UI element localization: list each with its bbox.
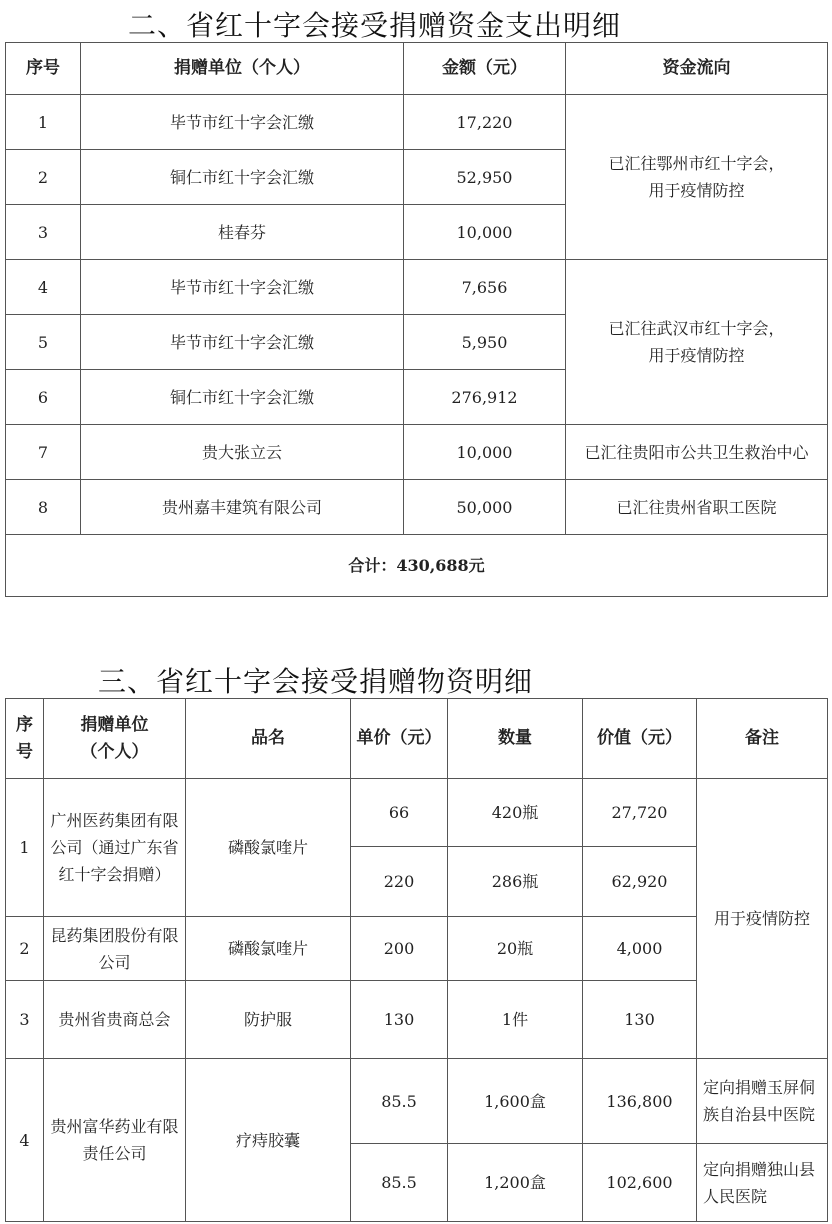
row-value: 102,600 bbox=[583, 1144, 697, 1222]
row-qty: 420瓶 bbox=[448, 779, 583, 847]
table-row bbox=[6, 260, 828, 315]
row-unit-price: 85.5 bbox=[351, 1059, 448, 1144]
row-donor: 贵州嘉丰建筑有限公司 bbox=[81, 480, 404, 535]
flow-cell-group2 bbox=[566, 260, 828, 425]
row-donor: 铜仁市红十字会汇缴 bbox=[81, 150, 404, 205]
row-donor: 毕节市红十字会汇缴 bbox=[81, 95, 404, 150]
row-amount: 52,950 bbox=[404, 150, 566, 205]
row-no: 7 bbox=[6, 425, 81, 480]
col-header-unit-price: 单价（元） bbox=[351, 699, 448, 779]
flow-text: 用于疫情防控 bbox=[648, 181, 745, 200]
row-value: 27,720 bbox=[583, 779, 697, 847]
row-donor: 贵州富华药业有限责任公司 bbox=[44, 1059, 186, 1222]
row-item: 磷酸氯喹片 bbox=[186, 779, 351, 917]
col-header-item: 品名 bbox=[186, 699, 351, 779]
row-qty: 1件 bbox=[448, 981, 583, 1059]
remark-cell-group: 用于疫情防控 bbox=[697, 779, 828, 1059]
table-row bbox=[6, 425, 828, 480]
flow-cell: 已汇往贵阳市公共卫生救治中心 bbox=[566, 425, 828, 480]
row-donor: 毕节市红十字会汇缴 bbox=[81, 260, 404, 315]
row-qty: 20瓶 bbox=[448, 917, 583, 981]
col-header-remark: 备注 bbox=[697, 699, 828, 779]
row-amount: 10,000 bbox=[404, 425, 566, 480]
table-row bbox=[6, 95, 828, 150]
section3-title: 三、省红十字会接受捐赠物资明细 bbox=[98, 665, 534, 698]
row-no: 3 bbox=[6, 205, 81, 260]
col-header-donor: 捐赠单位（个人） bbox=[81, 43, 404, 95]
col-header-donor: 捐赠单位 （个人） bbox=[44, 699, 186, 779]
row-amount: 7,656 bbox=[404, 260, 566, 315]
row-no: 1 bbox=[6, 779, 44, 917]
row-no: 3 bbox=[6, 981, 44, 1059]
col-header-amount: 金额（元） bbox=[404, 43, 566, 95]
row-unit-price: 66 bbox=[351, 779, 448, 847]
row-amount: 17,220 bbox=[404, 95, 566, 150]
row-no: 4 bbox=[6, 260, 81, 315]
row-donor: 贵大张立云 bbox=[81, 425, 404, 480]
col-header-flow: 资金流向 bbox=[566, 43, 828, 95]
flow-text: 用于疫情防控 bbox=[648, 346, 745, 365]
row-unit-price: 220 bbox=[351, 847, 448, 917]
row-qty: 286瓶 bbox=[448, 847, 583, 917]
row-unit-price: 85.5 bbox=[351, 1144, 448, 1222]
table-row bbox=[6, 779, 828, 847]
row-donor: 贵州省贵商总会 bbox=[44, 981, 186, 1059]
row-amount: 10,000 bbox=[404, 205, 566, 260]
row-item: 磷酸氯喹片 bbox=[186, 917, 351, 981]
row-no: 2 bbox=[6, 150, 81, 205]
table-header-row bbox=[6, 699, 828, 779]
row-qty: 1,200盒 bbox=[448, 1144, 583, 1222]
row-donor: 桂春芬 bbox=[81, 205, 404, 260]
table-row bbox=[6, 480, 828, 535]
row-donor: 昆药集团股份有限公司 bbox=[44, 917, 186, 981]
table-row bbox=[6, 1059, 828, 1144]
row-donor: 广州医药集团有限公司（通过广东省红十字会捐赠） bbox=[44, 779, 186, 917]
col-header-no: 序 号 bbox=[6, 699, 44, 779]
row-remark: 定向捐赠独山县人民医院 bbox=[697, 1144, 828, 1222]
row-amount: 276,912 bbox=[404, 370, 566, 425]
material-donation-table bbox=[5, 698, 828, 1222]
row-value: 136,800 bbox=[583, 1059, 697, 1144]
row-donor: 铜仁市红十字会汇缴 bbox=[81, 370, 404, 425]
row-no: 8 bbox=[6, 480, 81, 535]
col-header-no: 序号 bbox=[6, 43, 81, 95]
section2-title: 二、省红十字会接受捐赠资金支出明细 bbox=[128, 9, 622, 42]
flow-cell-group1 bbox=[566, 95, 828, 260]
row-no: 4 bbox=[6, 1059, 44, 1222]
row-value: 62,920 bbox=[583, 847, 697, 917]
flow-cell: 已汇往贵州省职工医院 bbox=[566, 480, 828, 535]
col-header-qty: 数量 bbox=[448, 699, 583, 779]
row-no: 5 bbox=[6, 315, 81, 370]
row-qty: 1,600盒 bbox=[448, 1059, 583, 1144]
row-item: 防护服 bbox=[186, 981, 351, 1059]
row-no: 2 bbox=[6, 917, 44, 981]
col-header-value: 价值（元） bbox=[583, 699, 697, 779]
table-header-row bbox=[6, 43, 828, 95]
row-no: 6 bbox=[6, 370, 81, 425]
total-amount: 合计：430,688元 bbox=[6, 535, 828, 597]
row-unit-price: 130 bbox=[351, 981, 448, 1059]
row-donor: 毕节市红十字会汇缴 bbox=[81, 315, 404, 370]
row-amount: 50,000 bbox=[404, 480, 566, 535]
row-no: 1 bbox=[6, 95, 81, 150]
row-item: 疗痔胶囊 bbox=[186, 1059, 351, 1222]
row-amount: 5,950 bbox=[404, 315, 566, 370]
row-value: 4,000 bbox=[583, 917, 697, 981]
flow-text: 已汇往鄂州市红十字会， bbox=[608, 154, 785, 173]
flow-text: 已汇往武汉市红十字会， bbox=[608, 319, 785, 338]
fund-expense-table bbox=[5, 42, 828, 597]
row-remark: 定向捐赠玉屏侗族自治县中医院 bbox=[697, 1059, 828, 1144]
row-value: 130 bbox=[583, 981, 697, 1059]
row-unit-price: 200 bbox=[351, 917, 448, 981]
total-row bbox=[6, 535, 828, 597]
